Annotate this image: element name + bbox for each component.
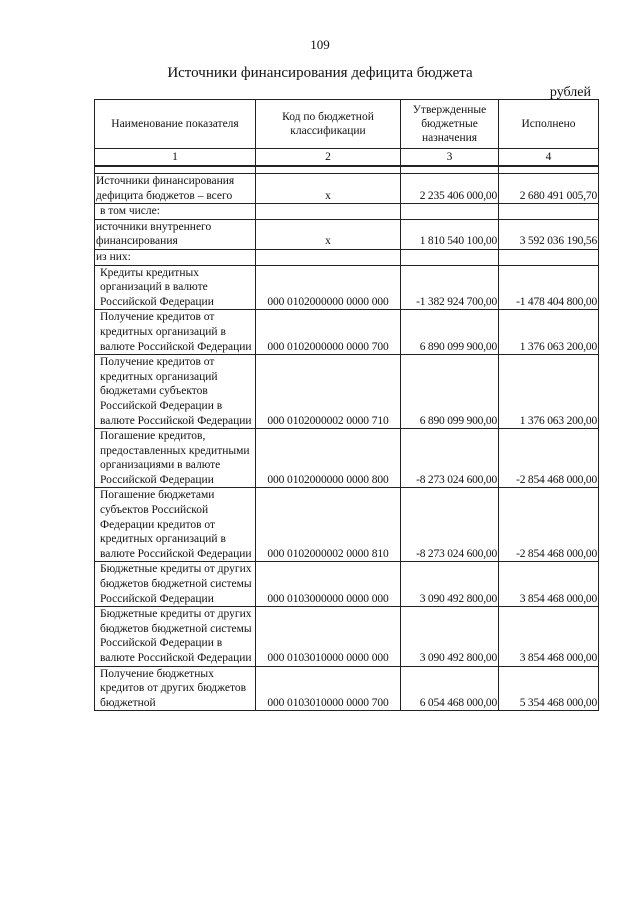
row-approved: 6 890 099 900,00 xyxy=(401,310,499,355)
table-row xyxy=(95,429,599,488)
row-code: x xyxy=(256,174,401,204)
row-approved: 6 054 468 000,00 xyxy=(401,666,499,711)
row-name: Бюджетные кредиты от других бюджетов бюджетной системы Российской Федерации в валюте Российской Федерации xyxy=(95,607,256,666)
row-name: из них: xyxy=(95,249,256,265)
row-approved: 3 090 492 800,00 xyxy=(401,562,499,607)
row-executed: 1 376 063 200,00 xyxy=(499,310,599,355)
table-row xyxy=(95,219,599,249)
financing-sources-table xyxy=(94,99,599,711)
row-code: 000 0103000000 0000 000 xyxy=(256,562,401,607)
table-row xyxy=(95,249,599,265)
row-approved: -8 273 024 600,00 xyxy=(401,429,499,488)
column-number: 1 xyxy=(95,149,256,167)
row-executed: 2 680 491 005,70 xyxy=(499,174,599,204)
row-approved: 3 090 492 800,00 xyxy=(401,607,499,666)
row-code: x xyxy=(256,219,401,249)
table-row xyxy=(95,666,599,711)
spacer-row xyxy=(95,166,599,174)
row-code: 000 0102000000 0000 700 xyxy=(256,310,401,355)
row-approved xyxy=(401,204,499,220)
row-name: Получение кредитов от кредитных организаций бюджетами субъектов Российской Федерации в валюте Российской Федерации xyxy=(95,355,256,429)
table-row xyxy=(95,562,599,607)
header-row xyxy=(95,100,599,149)
row-code: 000 0103010000 0000 000 xyxy=(256,607,401,666)
units-label: рублей xyxy=(549,85,591,100)
row-executed: -2 854 468 000,00 xyxy=(499,488,599,562)
row-executed: 3 854 468 000,00 xyxy=(499,562,599,607)
row-code: 000 0102000000 0000 000 xyxy=(256,265,401,310)
row-executed xyxy=(499,204,599,220)
row-executed: -1 478 404 800,00 xyxy=(499,265,599,310)
row-executed: 1 376 063 200,00 xyxy=(499,355,599,429)
row-executed xyxy=(499,249,599,265)
column-number-row xyxy=(95,149,599,167)
header-budget-code: Код по бюджетной классификации xyxy=(256,100,401,149)
row-code: 000 0103010000 0000 700 xyxy=(256,666,401,711)
page-number: 109 xyxy=(310,37,330,52)
row-executed: 3 854 468 000,00 xyxy=(499,607,599,666)
table-row xyxy=(95,607,599,666)
row-approved xyxy=(401,249,499,265)
row-approved: -1 382 924 700,00 xyxy=(401,265,499,310)
table-row xyxy=(95,310,599,355)
row-name: Кредиты кредитных организаций в валюте Российской Федерации xyxy=(95,265,256,310)
row-approved: 2 235 406 000,00 xyxy=(401,174,499,204)
table-row xyxy=(95,174,599,204)
row-name: в том числе: xyxy=(95,204,256,220)
row-code: 000 0102000002 0000 810 xyxy=(256,488,401,562)
table-row xyxy=(95,488,599,562)
table-row xyxy=(95,204,599,220)
column-number: 3 xyxy=(401,149,499,167)
column-number: 4 xyxy=(499,149,599,167)
table-row xyxy=(95,265,599,310)
row-executed: 3 592 036 190,56 xyxy=(499,219,599,249)
row-code: 000 0102000000 0000 800 xyxy=(256,429,401,488)
row-approved: -8 273 024 600,00 xyxy=(401,488,499,562)
row-approved: 1 810 540 100,00 xyxy=(401,219,499,249)
document-title: Источники финансирования дефицита бюджета xyxy=(167,65,473,81)
row-code: 000 0102000002 0000 710 xyxy=(256,355,401,429)
row-executed: 5 354 468 000,00 xyxy=(499,666,599,711)
row-executed: -2 854 468 000,00 xyxy=(499,429,599,488)
header-approved: Утвержденные бюджетные назначения xyxy=(401,100,499,149)
row-approved: 6 890 099 900,00 xyxy=(401,355,499,429)
row-name: Погашение кредитов, предоставленных кредитными организациями в валюте Российской Федерации xyxy=(95,429,256,488)
row-name: Источники финансирования дефицита бюджетов – всего xyxy=(95,174,256,204)
header-executed: Исполнено xyxy=(499,100,599,149)
row-name: источники внутреннего финансирования xyxy=(95,219,256,249)
row-name: Бюджетные кредиты от других бюджетов бюджетной системы Российской Федерации xyxy=(95,562,256,607)
column-number: 2 xyxy=(256,149,401,167)
table-row xyxy=(95,355,599,429)
row-name: Получение кредитов от кредитных организаций в валюте Российской Федерации xyxy=(95,310,256,355)
row-name: Получение бюджетных кредитов от других бюджетов бюджетной xyxy=(95,666,256,711)
row-code xyxy=(256,249,401,265)
row-name: Погашение бюджетами субъектов Российской Федерации кредитов от кредитных организаций в валюте Российской Федерации xyxy=(95,488,256,562)
header-indicator-name: Наименование показателя xyxy=(95,100,256,149)
row-code xyxy=(256,204,401,220)
